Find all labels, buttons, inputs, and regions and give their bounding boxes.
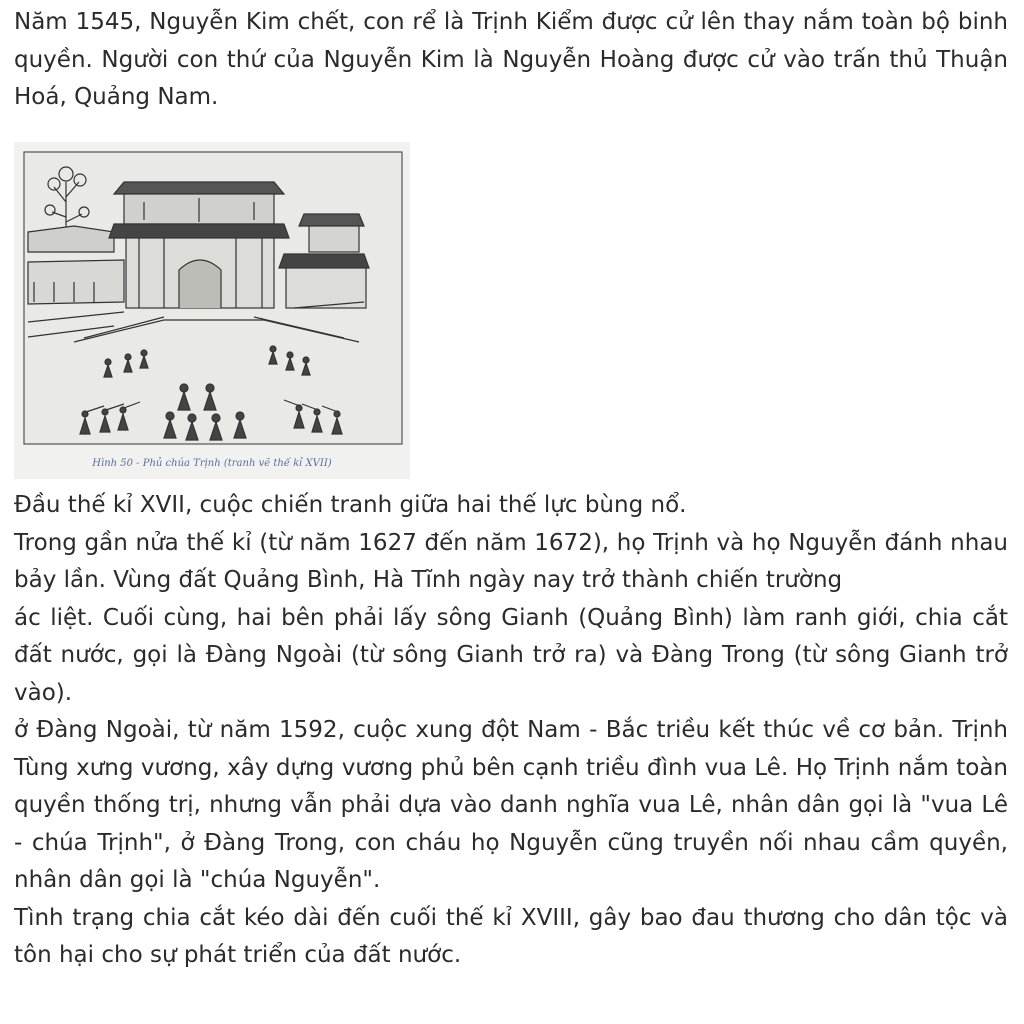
body-paragraph-2: Trong gần nửa thế kỉ (từ năm 1627 đến năm 1672), họ Trịnh và họ Nguyễn đánh nhau bảy lần. Vùng đất Quảng Bình, Hà Tĩnh ngày nay trở thành chiến trường [14, 529, 1008, 593]
trinh-palace-drawing [14, 142, 410, 479]
body-text [14, 487, 1008, 975]
body-paragraph-4: ở Đàng Ngoài, từ năm 1592, cuộc xung đột Nam - Bắc triều kết thúc về cơ bản. Trịnh Tùng xưng vương, xây dựng vương phủ bên cạnh triều đình vua Lê. Họ Trịnh nắm toàn quyền thống trị, nhưng vẫn phải dựa vào danh nghĩa vua Lê, nhân dân gọi là "vua Lê - chúa Trịnh", ở Đàng Trong, con cháu họ Nguyễn cũng truyền nối nhau cầm quyền, nhân dân gọi là "chúa Nguyễn". [14, 717, 1008, 893]
historical-illustration-figure [14, 142, 410, 479]
figure-caption: Hình 50 - Phủ chúa Trịnh (tranh vẽ thế kỉ XVII) [92, 458, 332, 469]
body-paragraph-3: ác liệt. Cuối cùng, hai bên phải lấy sông Gianh (Quảng Bình) làm ranh giới, chia cắt đất nước, gọi là Đàng Ngoài (từ sông Gianh trở ra) và Đàng Trong (từ sông Gianh trở vào). [14, 604, 1008, 706]
intro-paragraph: Năm 1545, Nguyễn Kim chết, con rể là Trịnh Kiểm được cử lên thay nắm toàn bộ binh quyền. Người con thứ của Nguyễn Kim là Nguyễn Hoàng được cử vào trấn thủ Thuận Hoá, Quảng Nam. [14, 9, 1008, 110]
body-line-1: Đầu thế kỉ XVII, cuộc chiến tranh giữa hai thế lực bùng nổ. [14, 492, 687, 518]
body-paragraph-5: Tình trạng chia cắt kéo dài đến cuối thế kỉ XVIII, gây bao đau thương cho dân tộc và tôn hại cho sự phát triển của đất nước. [14, 904, 1008, 968]
